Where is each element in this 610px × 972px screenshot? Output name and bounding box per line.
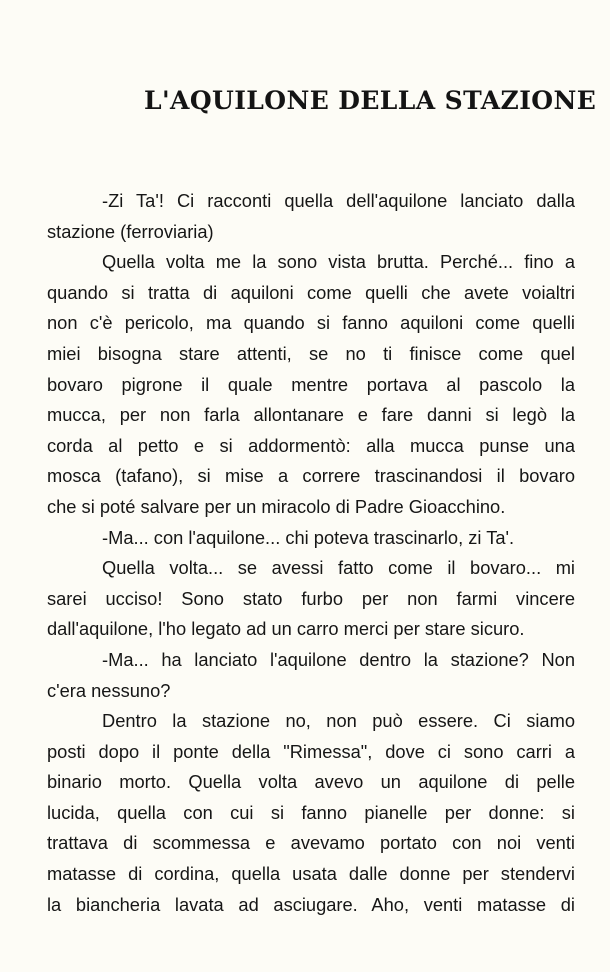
text-line: mosca (tafano), si mise a correre trascinandosi il bovaro bbox=[47, 465, 575, 487]
text-line: trattava di scommessa e avevamo portato con noi venti bbox=[47, 832, 575, 854]
text-line: quando si tratta di aquiloni come quelli che avete voialtri bbox=[47, 281, 575, 303]
text-line: -Zi Ta'! Ci racconti quella dell'aquilone lanciato dalla bbox=[102, 190, 575, 211]
text-line: corda al petto e si addormentò: alla mucca punse una bbox=[47, 434, 575, 456]
text-line: matasse di cordina, quella usata dalle donne per stendervi bbox=[47, 863, 575, 885]
text-line: -Ma... con l'aquilone... chi poteva trascinarlo, zi Ta'. bbox=[102, 526, 515, 548]
text-line: binario morto. Quella volta avevo un aquilone di pelle bbox=[47, 771, 575, 793]
text-line: Quella volta me la sono vista brutta. Perché... fino a bbox=[102, 251, 575, 273]
text-line: stazione (ferroviaria) bbox=[47, 220, 214, 242]
chapter-title: L'AQUILONE DELLA STAZIONE bbox=[144, 86, 597, 115]
text-line: bovaro pigrone il quale mentre portava al pascolo la bbox=[47, 373, 575, 395]
text-line: che si poté salvare per un miracolo di Padre Gioacchino. bbox=[47, 495, 506, 517]
text-line: dall'aquilone, l'ho legato ad un carro merci per stare sicuro. bbox=[47, 618, 525, 640]
chapter-body bbox=[47, 186, 575, 920]
text-line: Dentro la stazione no, non può essere. Ci siamo bbox=[102, 710, 575, 732]
text-line: c'era nessuno? bbox=[47, 679, 171, 701]
text-line: la biancheria lavata ad asciugare. Aho, venti matasse di bbox=[47, 893, 575, 915]
text-line: non c'è pericolo, ma quando si fanno aquiloni come quelli bbox=[47, 312, 575, 334]
text-line: posti dopo il ponte della "Rimessa", dove ci sono carri a bbox=[47, 740, 575, 762]
text-line: mucca, per non farla allontanare e fare danni si legò la bbox=[47, 404, 575, 426]
text-line: Quella volta... se avessi fatto come il bovaro... mi bbox=[102, 557, 575, 579]
text-line: miei bisogna stare attenti, se no ti finisce come quel bbox=[47, 342, 575, 364]
text-line: lucida, quella con cui si fanno pianelle per donne: si bbox=[47, 801, 575, 823]
text-line: sarei ucciso! Sono stato furbo per non farmi vincere bbox=[47, 587, 575, 609]
text-line: -Ma... ha lanciato l'aquilone dentro la stazione? Non bbox=[102, 648, 575, 670]
